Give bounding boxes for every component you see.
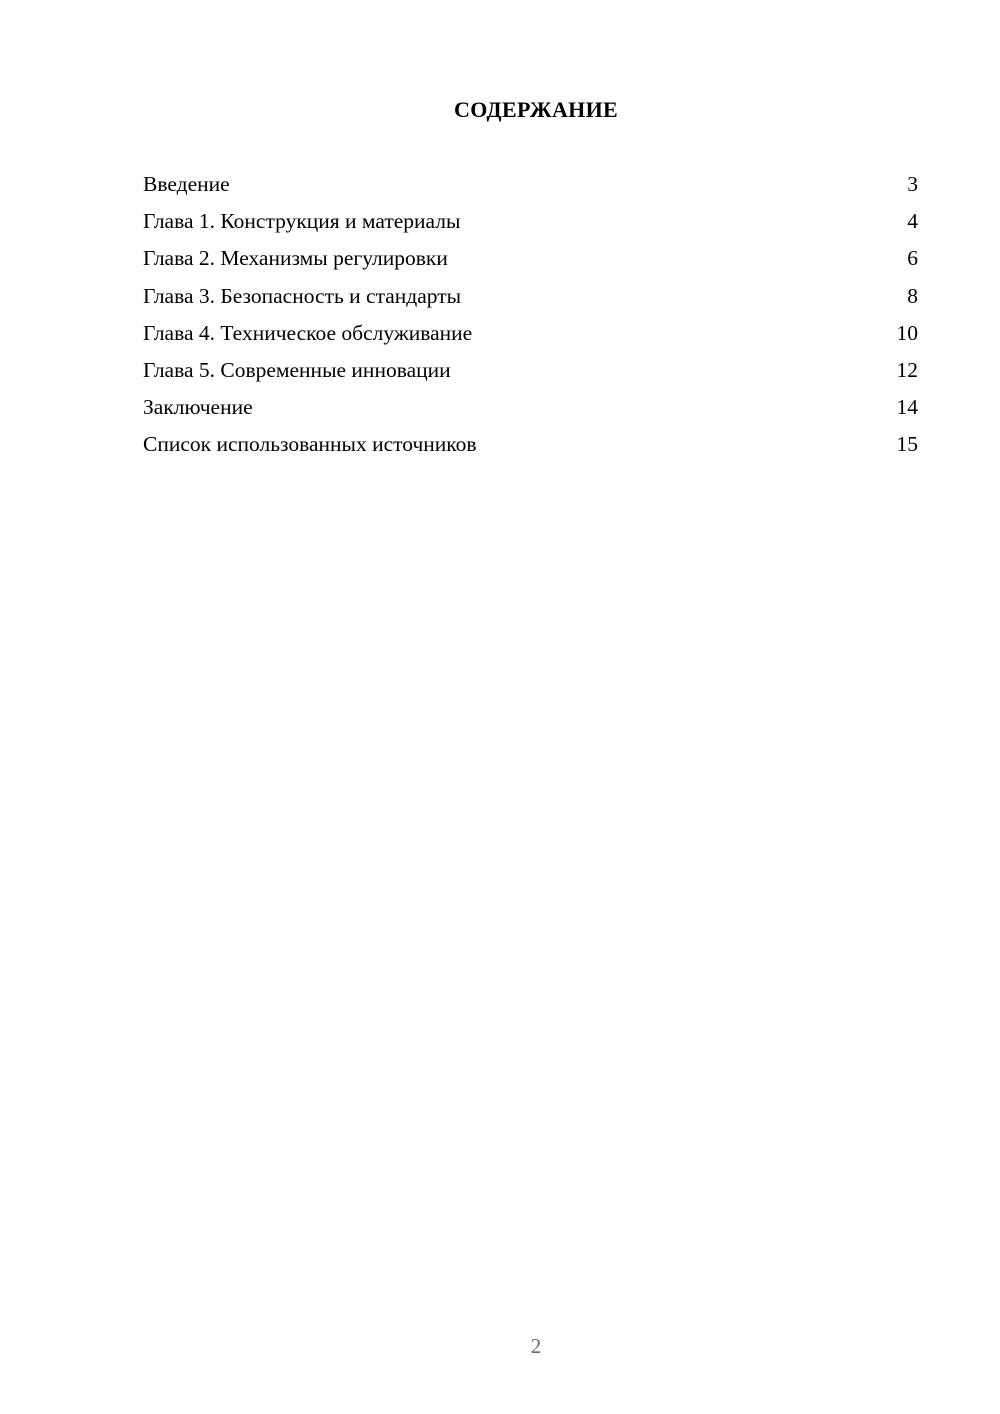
toc-entry-chapter-5[interactable] [143, 352, 918, 389]
toc-entry-title: Глава 4. Техническое обслуживание [143, 320, 473, 345]
toc-entry-title: Глава 3. Безопасность и стандарты [143, 283, 462, 308]
toc-entry-page-number: 6 [907, 246, 918, 271]
toc-entry-title: Глава 2. Механизмы регулировки [143, 246, 448, 271]
toc-entry-page-number: 14 [896, 395, 918, 420]
toc-entry-page-number: 4 [907, 209, 918, 234]
toc-entry-conclusion[interactable] [143, 389, 918, 426]
toc-entry-introduction[interactable] [143, 166, 918, 203]
toc-entry-title: Введение [143, 172, 230, 196]
toc-entry-title: Список использованных источников [143, 432, 477, 457]
toc-entry-page-number: 10 [896, 320, 918, 345]
toc-entry-page-number: 15 [896, 432, 918, 457]
toc-entry-chapter-3[interactable] [143, 278, 918, 315]
toc-entry-title: Заключение [143, 395, 253, 420]
toc-entry-chapter-1[interactable] [143, 203, 918, 240]
table-of-contents [143, 166, 918, 464]
toc-entry-page-number: 12 [896, 357, 918, 382]
toc-entry-chapter-2[interactable] [143, 240, 918, 277]
toc-entry-title: Глава 5. Современные инновации [143, 357, 451, 382]
toc-entry-title: Глава 1. Конструкция и материалы [143, 209, 461, 234]
toc-entry-chapter-4[interactable] [143, 315, 918, 352]
page-title: СОДЕРЖАНИЕ [454, 97, 618, 122]
toc-entry-page-number: 8 [907, 283, 918, 308]
toc-entry-page-number: 3 [907, 172, 918, 196]
toc-entry-references[interactable] [143, 426, 918, 463]
page-number: 2 [530, 1334, 542, 1358]
